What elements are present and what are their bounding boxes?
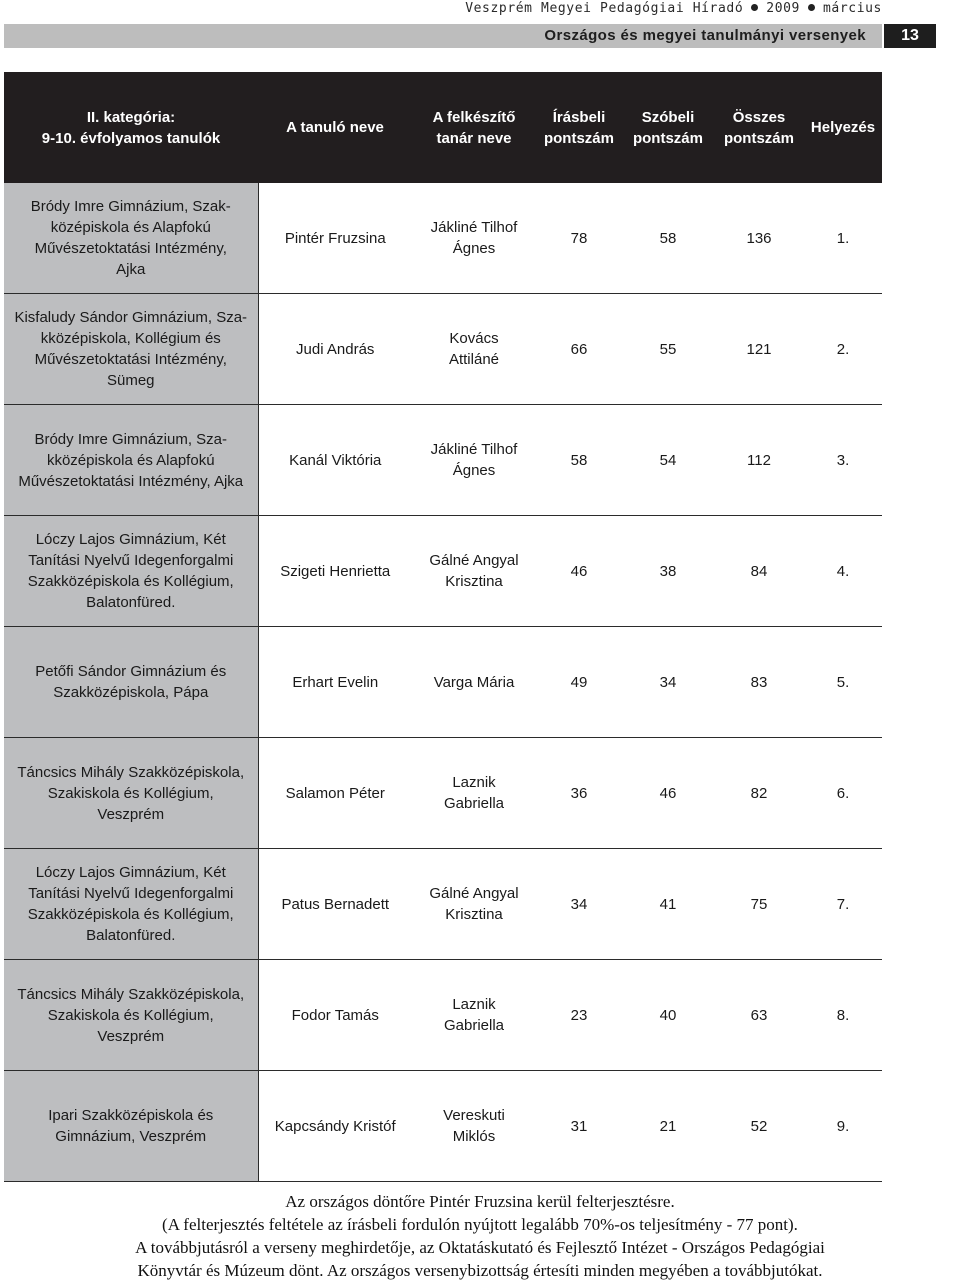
- student-cell: Kanál Viktória: [258, 405, 412, 516]
- footnote-line: A továbbjutásról a verseny meghirdetője, az Oktatáskutató és Fejlesztő Intézet - Országos Pedagógiai: [135, 1238, 825, 1257]
- rank-cell: 6.: [804, 738, 882, 849]
- teacher-cell: Gálné Angyal Krisztina: [412, 849, 536, 960]
- running-head: [465, 0, 882, 20]
- rank-cell: 7.: [804, 849, 882, 960]
- column-header-category: II. kategória: 9-10. évfolyamos tanulók: [4, 72, 258, 183]
- student-cell: Patus Bernadett: [258, 849, 412, 960]
- column-header-student: A tanuló neve: [258, 72, 412, 183]
- school-cell: Ipari Szakközépiskola és Gimnázium, Veszprém: [4, 1071, 258, 1182]
- table-row: [4, 627, 882, 738]
- written-score-cell: 58: [536, 405, 622, 516]
- oral-score-cell: 55: [622, 294, 714, 405]
- teacher-cell: Gálné Angyal Krisztina: [412, 516, 536, 627]
- table-row: [4, 516, 882, 627]
- column-header-total: Összes pontszám: [714, 72, 804, 183]
- publication-year: 2009: [766, 1, 800, 16]
- table-row: [4, 294, 882, 405]
- student-cell: Szigeti Henrietta: [258, 516, 412, 627]
- student-cell: Pintér Fruzsina: [258, 183, 412, 294]
- written-score-cell: 23: [536, 960, 622, 1071]
- publication-month: március: [823, 1, 882, 16]
- table-row: [4, 405, 882, 516]
- written-score-cell: 49: [536, 627, 622, 738]
- written-score-cell: 78: [536, 183, 622, 294]
- total-score-cell: 112: [714, 405, 804, 516]
- table-body: [4, 183, 882, 1182]
- table-header-row: [4, 72, 882, 183]
- school-cell: Petőfi Sándor Gimnázium és Szakközépiskola, Pápa: [4, 627, 258, 738]
- column-header-rank: Helyezés: [804, 72, 882, 183]
- student-cell: Kapcsándy Kristóf: [258, 1071, 412, 1182]
- table-row: [4, 960, 882, 1071]
- footnote-line: Az országos döntőre Pintér Fruzsina kerül felterjesztésre.: [285, 1192, 675, 1211]
- student-cell: Erhart Evelin: [258, 627, 412, 738]
- teacher-cell: Jákliné Tilhof Ágnes: [412, 183, 536, 294]
- teacher-cell: Laznik Gabriella: [412, 738, 536, 849]
- rank-cell: 5.: [804, 627, 882, 738]
- table-row: [4, 849, 882, 960]
- oral-score-cell: 34: [622, 627, 714, 738]
- publication-title: Veszprém Megyei Pedagógiai Híradó: [465, 1, 744, 16]
- school-cell: Lóczy Lajos Gimnázium, Két Tanítási Nyelvű Idegenforgalmi Szakközépiskola és Kollégium, Balatonfüred.: [4, 516, 258, 627]
- column-header-oral: Szóbeli pontszám: [622, 72, 714, 183]
- footnote-line: Könyvtár és Múzeum dönt. Az országos versenybizottság értesíti minden megyében a továbbjutókat.: [137, 1261, 823, 1280]
- total-score-cell: 83: [714, 627, 804, 738]
- rank-cell: 1.: [804, 183, 882, 294]
- student-cell: Judi András: [258, 294, 412, 405]
- teacher-cell: Jákliné Tilhof Ágnes: [412, 405, 536, 516]
- total-score-cell: 75: [714, 849, 804, 960]
- written-score-cell: 31: [536, 1071, 622, 1182]
- school-cell: Bródy Imre Gimnázium, Szak- középiskola és Alapfokú Művészetoktatási Intézmény, Ajka: [4, 183, 258, 294]
- school-cell: Kisfaludy Sándor Gimnázium, Sza- kközépiskola, Kollégium és Művészetoktatási Intézmény, Sümeg: [4, 294, 258, 405]
- teacher-cell: Vereskuti Miklós: [412, 1071, 536, 1182]
- table-row: [4, 183, 882, 294]
- student-cell: Fodor Tamás: [258, 960, 412, 1071]
- footnote-line: (A felterjesztés feltétele az írásbeli fordulón nyújtott legalább 70%-os teljesítmény - 77 pont).: [162, 1215, 798, 1234]
- written-score-cell: 66: [536, 294, 622, 405]
- written-score-cell: 46: [536, 516, 622, 627]
- oral-score-cell: 54: [622, 405, 714, 516]
- column-header-teacher: A felkészítő tanár neve: [412, 72, 536, 183]
- rank-cell: 2.: [804, 294, 882, 405]
- oral-score-cell: 46: [622, 738, 714, 849]
- school-cell: Bródy Imre Gimnázium, Sza- kközépiskola és Alapfokú Művészetoktatási Intézmény, Ajka: [4, 405, 258, 516]
- results-table: [4, 72, 882, 1182]
- total-score-cell: 136: [714, 183, 804, 294]
- section-bar: [4, 24, 882, 48]
- page-number: 13: [884, 24, 936, 48]
- rank-cell: 4.: [804, 516, 882, 627]
- oral-score-cell: 41: [622, 849, 714, 960]
- oral-score-cell: 38: [622, 516, 714, 627]
- total-score-cell: 121: [714, 294, 804, 405]
- column-header-written: Írásbeli pontszám: [536, 72, 622, 183]
- footnote: [0, 1190, 960, 1282]
- bullet-dot-icon: [751, 4, 758, 11]
- school-cell: Lóczy Lajos Gimnázium, Két Tanítási Nyelvű Idegenforgalmi Szakközépiskola és Kollégium, Balatonfüred.: [4, 849, 258, 960]
- student-cell: Salamon Péter: [258, 738, 412, 849]
- table-row: [4, 1071, 882, 1182]
- total-score-cell: 52: [714, 1071, 804, 1182]
- rank-cell: 8.: [804, 960, 882, 1071]
- rank-cell: 9.: [804, 1071, 882, 1182]
- written-score-cell: 36: [536, 738, 622, 849]
- oral-score-cell: 21: [622, 1071, 714, 1182]
- rank-cell: 3.: [804, 405, 882, 516]
- oral-score-cell: 58: [622, 183, 714, 294]
- bullet-dot-icon: [808, 4, 815, 11]
- total-score-cell: 84: [714, 516, 804, 627]
- teacher-cell: Laznik Gabriella: [412, 960, 536, 1071]
- total-score-cell: 82: [714, 738, 804, 849]
- teacher-cell: Varga Mária: [412, 627, 536, 738]
- school-cell: Táncsics Mihály Szakközépiskola, Szakiskola és Kollégium, Veszprém: [4, 960, 258, 1071]
- total-score-cell: 63: [714, 960, 804, 1071]
- table-row: [4, 738, 882, 849]
- school-cell: Táncsics Mihály Szakközépiskola, Szakiskola és Kollégium, Veszprém: [4, 738, 258, 849]
- oral-score-cell: 40: [622, 960, 714, 1071]
- teacher-cell: Kovács Attiláné: [412, 294, 536, 405]
- section-title: Országos és megyei tanulmányi versenyek: [544, 27, 866, 44]
- written-score-cell: 34: [536, 849, 622, 960]
